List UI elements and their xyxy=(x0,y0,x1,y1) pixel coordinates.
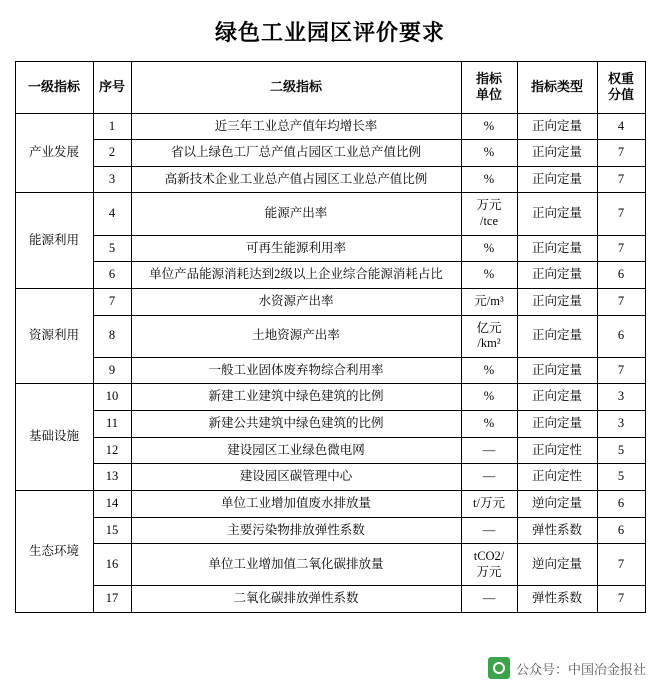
row-no: 5 xyxy=(93,235,131,262)
row-unit: — xyxy=(461,586,517,613)
row-indicator: 省以上绿色工厂总产值占园区工业总产值比例 xyxy=(131,140,461,167)
row-type: 正向定量 xyxy=(517,166,597,193)
category-cell: 能源利用 xyxy=(15,193,93,289)
row-weight: 3 xyxy=(597,411,645,438)
category-cell: 产业发展 xyxy=(15,113,93,193)
row-type: 正向定量 xyxy=(517,384,597,411)
row-type: 正向定性 xyxy=(517,464,597,491)
row-unit-line2: 万元 xyxy=(476,564,502,579)
table-row xyxy=(15,411,645,438)
row-no: 9 xyxy=(93,357,131,384)
row-no: 15 xyxy=(93,517,131,544)
row-indicator: 单位工业增加值二氧化碳排放量 xyxy=(131,544,461,586)
row-weight: 7 xyxy=(597,235,645,262)
row-type: 正向定量 xyxy=(517,288,597,315)
row-unit xyxy=(461,193,517,235)
row-no: 4 xyxy=(93,193,131,235)
row-indicator: 土地资源产出率 xyxy=(131,315,461,357)
row-unit-line1: 万元 xyxy=(476,198,502,213)
row-indicator: 建设园区碳管理中心 xyxy=(131,464,461,491)
row-no: 12 xyxy=(93,437,131,464)
row-unit xyxy=(461,544,517,586)
row-indicator: 高新技术企业工业总产值占园区工业总产值比例 xyxy=(131,166,461,193)
row-indicator: 建设园区工业绿色微电网 xyxy=(131,437,461,464)
row-indicator: 主要污染物排放弹性系数 xyxy=(131,517,461,544)
row-no: 13 xyxy=(93,464,131,491)
row-unit: % xyxy=(461,235,517,262)
row-type: 正向定量 xyxy=(517,193,597,235)
row-type: 正向定量 xyxy=(517,113,597,140)
table-row xyxy=(15,315,645,357)
row-no: 17 xyxy=(93,586,131,613)
table-row xyxy=(15,437,645,464)
row-indicator: 二氧化碳排放弹性系数 xyxy=(131,586,461,613)
column-header-unit-line2: 单位 xyxy=(475,87,502,103)
column-header-unit xyxy=(461,62,517,114)
column-header-weight-line1: 权重 xyxy=(607,71,634,86)
row-indicator: 新建公共建筑中绿色建筑的比例 xyxy=(131,411,461,438)
row-indicator: 单位产品能源消耗达到2级以上企业综合能源消耗占比 xyxy=(131,262,461,289)
row-no: 3 xyxy=(93,166,131,193)
row-type: 正向定量 xyxy=(517,235,597,262)
row-no: 16 xyxy=(93,544,131,586)
row-no: 7 xyxy=(93,288,131,315)
watermark-text: 公众号：中国冶金报社 xyxy=(515,661,646,677)
row-no: 11 xyxy=(93,411,131,438)
row-indicator: 水资源产出率 xyxy=(131,288,461,315)
row-no: 10 xyxy=(93,384,131,411)
row-weight: 7 xyxy=(597,193,645,235)
table-header-row xyxy=(15,62,645,114)
row-weight: 6 xyxy=(597,262,645,289)
row-weight: 4 xyxy=(597,113,645,140)
row-unit-line1: tCO2/ xyxy=(473,549,505,564)
row-type: 正向定量 xyxy=(517,262,597,289)
row-type: 正向定量 xyxy=(517,140,597,167)
table-row xyxy=(15,517,645,544)
row-unit: % xyxy=(461,166,517,193)
row-unit-line2: /tce xyxy=(479,214,499,228)
row-type: 逆向定量 xyxy=(517,544,597,586)
row-weight: 7 xyxy=(597,357,645,384)
table-row xyxy=(15,464,645,491)
table-row xyxy=(15,544,645,586)
row-weight: 7 xyxy=(597,544,645,586)
row-indicator: 一般工业固体废弃物综合利用率 xyxy=(131,357,461,384)
row-unit: % xyxy=(461,262,517,289)
watermark xyxy=(484,655,650,681)
row-no: 6 xyxy=(93,262,131,289)
wechat-account-logo-icon xyxy=(488,657,510,679)
table-row xyxy=(15,166,645,193)
row-indicator: 单位工业增加值废水排放量 xyxy=(131,490,461,517)
row-no: 1 xyxy=(93,113,131,140)
row-unit xyxy=(461,315,517,357)
category-cell: 基础设施 xyxy=(15,384,93,491)
row-type: 正向定量 xyxy=(517,357,597,384)
row-indicator: 新建工业建筑中绿色建筑的比例 xyxy=(131,384,461,411)
row-unit: 元/m³ xyxy=(461,288,517,315)
column-header-category: 一级指标 xyxy=(15,62,93,114)
table-row xyxy=(15,586,645,613)
row-weight: 6 xyxy=(597,490,645,517)
row-unit: % xyxy=(461,113,517,140)
category-cell: 生态环境 xyxy=(15,490,93,612)
row-type: 弹性系数 xyxy=(517,517,597,544)
table-row xyxy=(15,262,645,289)
row-type: 正向定量 xyxy=(517,315,597,357)
row-type: 正向定量 xyxy=(517,411,597,438)
row-no: 14 xyxy=(93,490,131,517)
column-header-unit-line1: 指标 xyxy=(475,71,502,86)
row-unit: % xyxy=(461,357,517,384)
row-indicator: 能源产出率 xyxy=(131,193,461,235)
column-header-indicator: 二级指标 xyxy=(131,62,461,114)
table-row xyxy=(15,235,645,262)
row-weight: 6 xyxy=(597,517,645,544)
table-row xyxy=(15,288,645,315)
row-unit: — xyxy=(461,517,517,544)
row-no: 8 xyxy=(93,315,131,357)
page-title: 绿色工业园区评价要求 xyxy=(214,20,445,45)
row-type: 正向定性 xyxy=(517,437,597,464)
table-row xyxy=(15,140,645,167)
row-unit-line2: /km² xyxy=(477,336,501,351)
table-body xyxy=(15,113,645,613)
table-row xyxy=(15,357,645,384)
column-header-no-text: 序号 xyxy=(98,79,125,95)
category-cell: 资源利用 xyxy=(15,288,93,384)
row-weight: 3 xyxy=(597,384,645,411)
row-unit: % xyxy=(461,411,517,438)
table-header xyxy=(15,62,645,114)
row-weight: 7 xyxy=(597,288,645,315)
row-weight: 7 xyxy=(597,166,645,193)
column-header-weight-line2: 分值 xyxy=(607,87,634,103)
row-type: 逆向定量 xyxy=(517,490,597,517)
column-header-no xyxy=(93,62,131,114)
row-unit: — xyxy=(461,464,517,491)
row-weight: 7 xyxy=(597,586,645,613)
row-no: 2 xyxy=(93,140,131,167)
row-indicator: 可再生能源利用率 xyxy=(131,235,461,262)
evaluation-requirements-table xyxy=(15,61,646,613)
table-row xyxy=(15,113,645,140)
table-row xyxy=(15,490,645,517)
row-unit-line1: 亿元 xyxy=(476,320,502,335)
row-type: 弹性系数 xyxy=(517,586,597,613)
row-unit: t/万元 xyxy=(461,490,517,517)
column-header-weight xyxy=(597,62,645,114)
row-unit: % xyxy=(461,140,517,167)
row-weight: 5 xyxy=(597,464,645,491)
column-header-type: 指标类型 xyxy=(517,62,597,114)
table-row xyxy=(15,384,645,411)
row-weight: 7 xyxy=(597,140,645,167)
row-indicator: 近三年工业总产值年均增长率 xyxy=(131,113,461,140)
row-weight: 6 xyxy=(597,315,645,357)
row-unit: % xyxy=(461,384,517,411)
row-unit: — xyxy=(461,437,517,464)
row-weight: 5 xyxy=(597,437,645,464)
table-row xyxy=(15,193,645,235)
